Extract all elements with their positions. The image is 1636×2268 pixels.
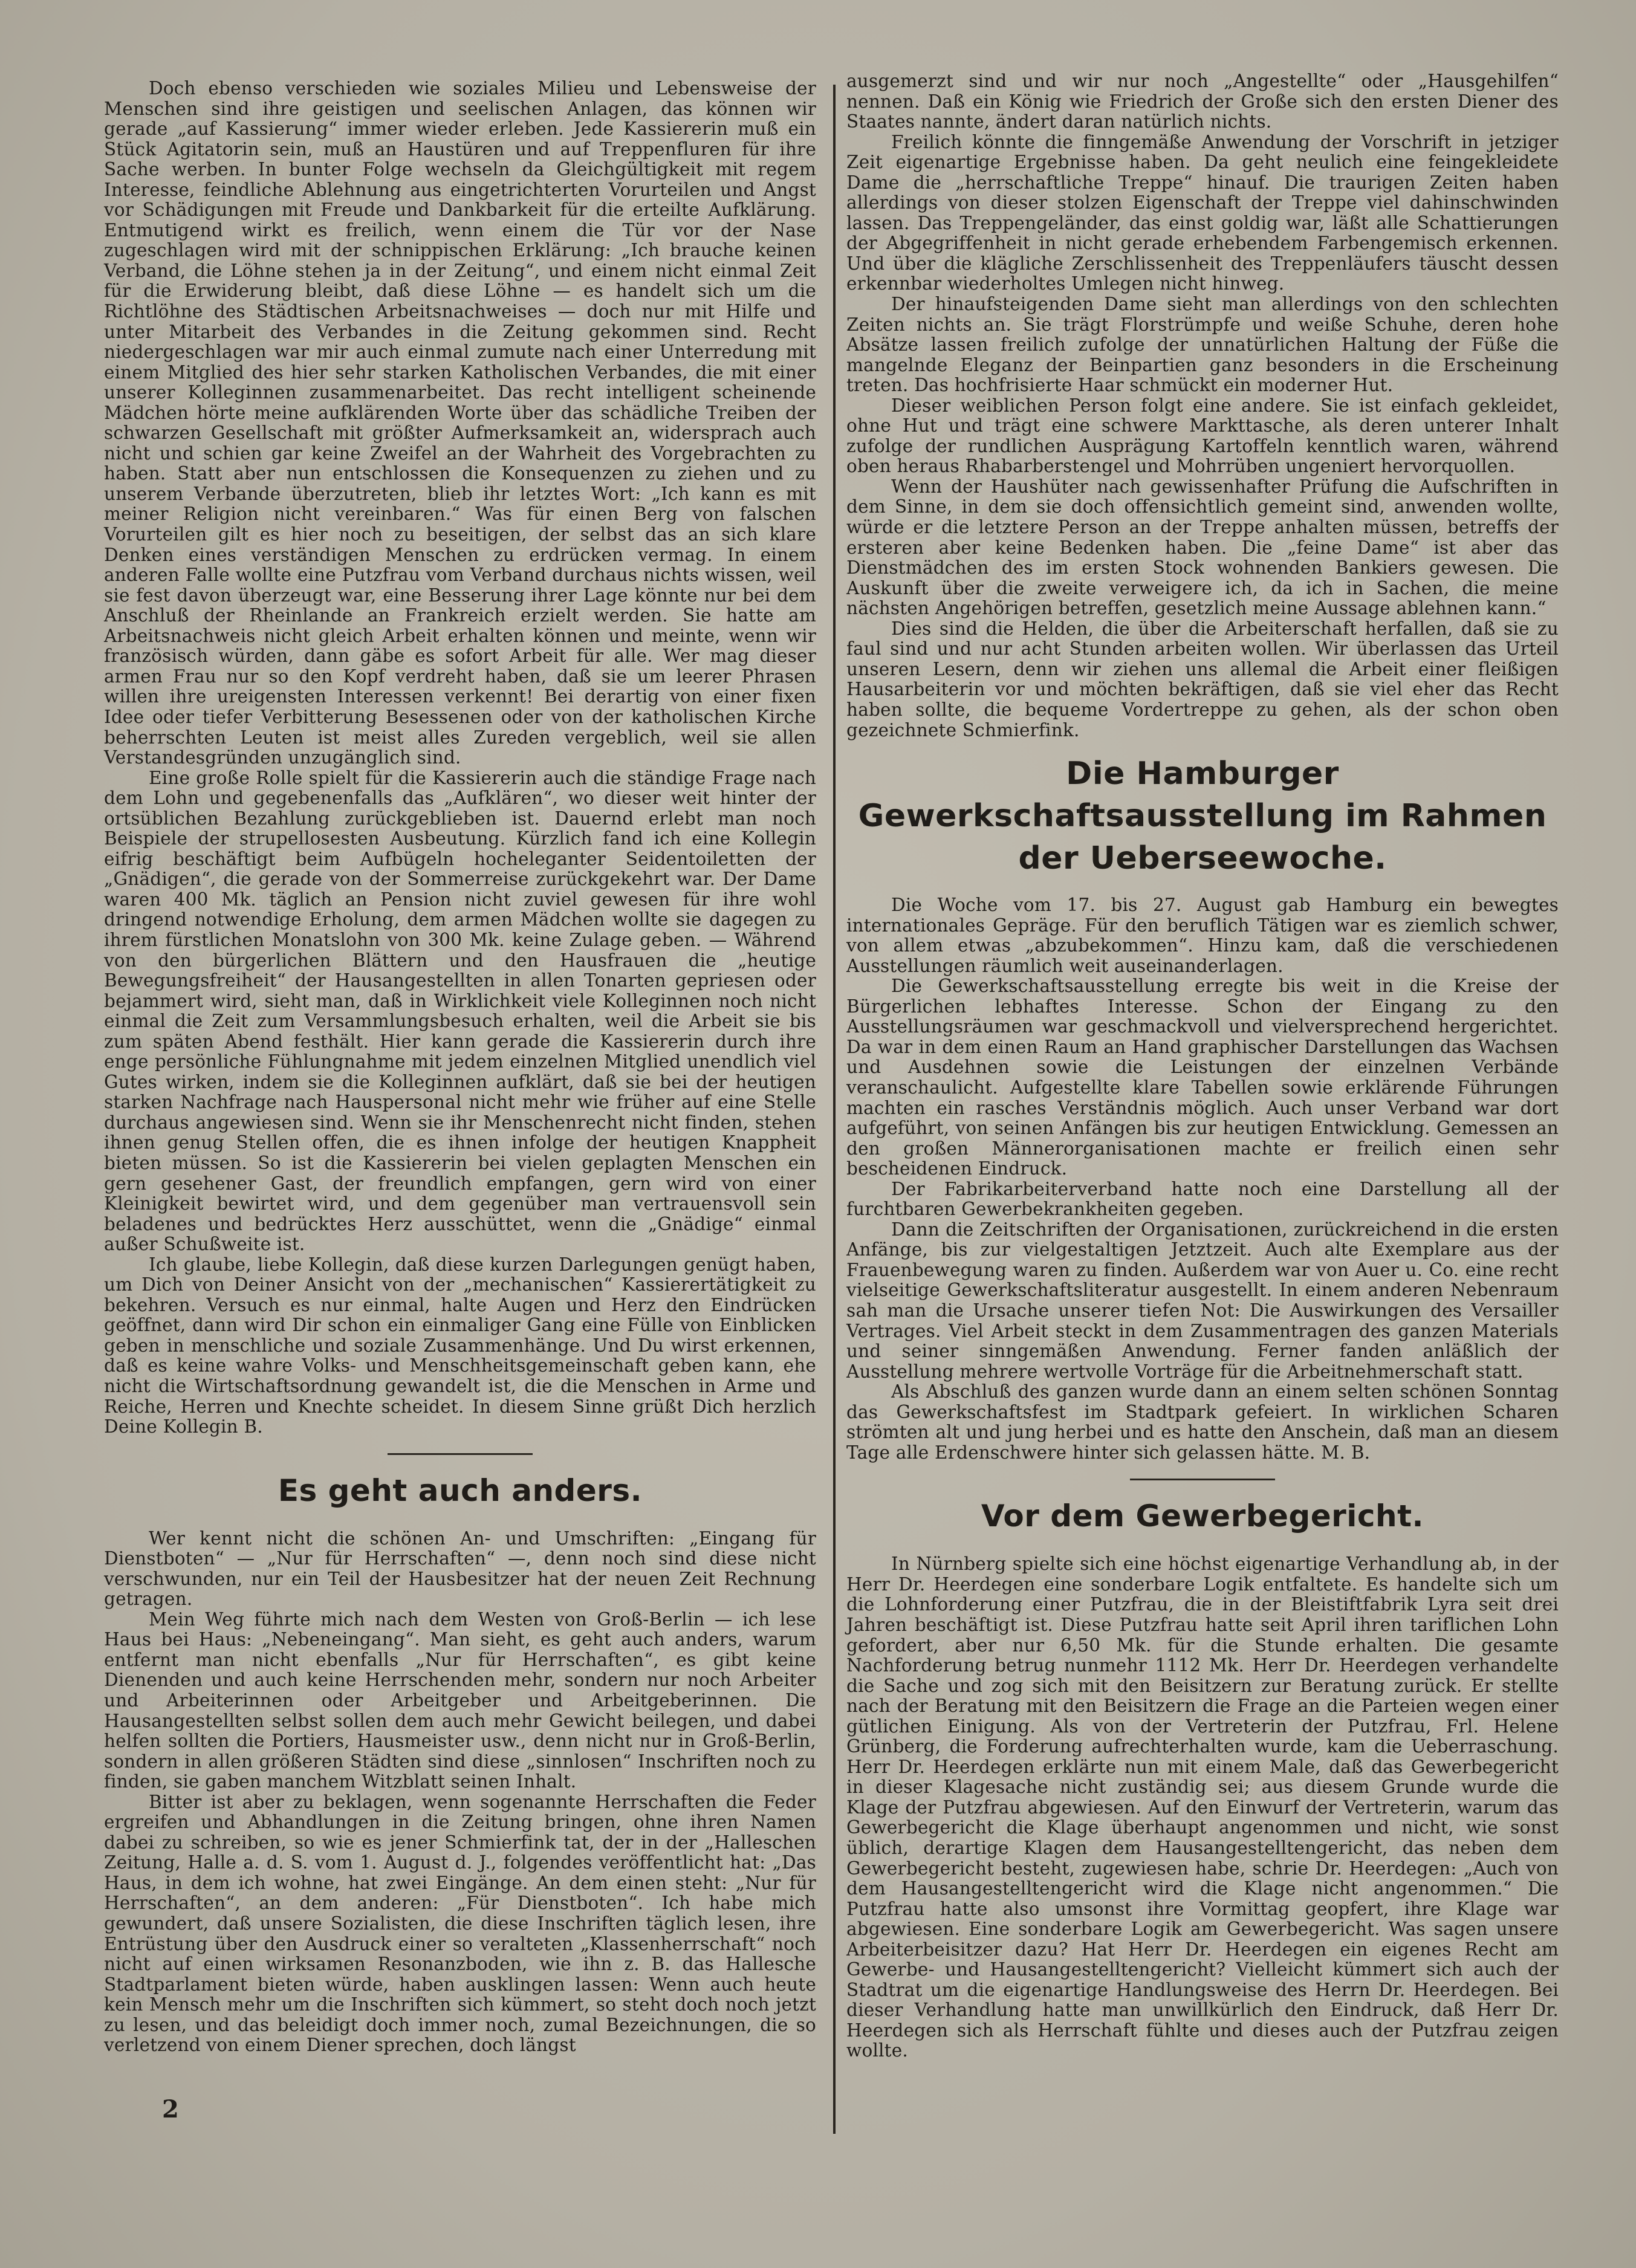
- section-separator: [1130, 1479, 1275, 1480]
- right-column: [846, 71, 1559, 2061]
- left-column: [104, 79, 816, 2056]
- article-paragraph: Mein Weg führte mich nach dem Westen von Groß-Berlin — ich lese Haus bei Haus: „Nebeneingang“. Man sieht, es geht auch anders, warum entfernt man nicht ebenfalls „Nur für Herrschaften“, es gibt keine Dienenden und auch keine Herrschenden mehr, sondern nur noch Arbeiter und Arbeiterinnen oder Arbeitgeber und Arbeitgeberinnen. Die Hausangestellten selbst sollen dem auch mehr Gewicht beilegen, und dabei helfen sollten die Portiers, Hausmeister usw., denn nicht nur in Groß-Berlin, sondern in allen größeren Städten sind diese „sinnlosen“ Inschriften noch zu finden, sie gaben manchem Witzblatt seinen Inhalt.: [104, 1609, 816, 1792]
- article-paragraph: Ich glaube, liebe Kollegin, daß diese kurzen Darlegungen genügt haben, um Dich von Deiner Ansicht von der „mechanischen“ Kassierertätigkeit zu bekehren. Versuch es nur einmal, halte Augen und Herz den Eindrücken geöffnet, dann wird Dir schon ein einmaliger Gang eine Fülle von Einblicken geben in menschliche und soziale Zusammenhänge. Und Du wirst erkennen, daß es keine wahre Volks- und Menschheitsgemeinschaft geben kann, ehe nicht die Wirtschaftsordnung gewandelt ist, die die Menschen in Arme und Reiche, Herren und Knechte scheidet. In diesem Sinne grüßt Dich herzlich Deine Kollegin B.: [104, 1254, 816, 1437]
- article-paragraph: Die Gewerkschaftsausstellung erregte bis weit in die Kreise der Bürgerlichen lebhaftes Interesse. Schon der Eingang zu den Ausstellungsräumen war geschmackvoll und vielversprechend hergerichtet. Da war in dem einen Raum an Hand graphischer Darstellungen das Wachsen und Ausdehnen sowie die Leistungen der einzelnen Verbände veranschaulicht. Aufgestellte klare Tabellen sowie erklärende Führungen machten ein rasches Verständnis möglich. Auch unser Verband war dort aufgeführt, von seinen Anfängen bis zur heutigen Entwicklung. Gemessen an den großen Männerorganisationen machte er freilich einen sehr bescheidenen Eindruck.: [846, 976, 1559, 1179]
- article-heading: Es geht auch anders.: [278, 1473, 643, 1508]
- article-paragraph: Eine große Rolle spielt für die Kassiererin auch die ständige Frage nach dem Lohn und gegebenenfalls das „Aufklären“, wo dieser weit hinter der ortsüblichen Bezahlung zurückgeblieben ist. Dauernd erlebt man noch Beispiele der strupellosesten Ausbeutung. Kürzlich fand ich eine Kollegin eifrig beschäftigt beim Aufbügeln hocheleganter Seidentoiletten der „Gnädigen“, die gerade von der Sommerreise zurückgekehrt war. Der Dame waren 400 Mk. täglich an Pension nicht zuviel gewesen für ihre wohl dringend notwendige Erholung, dem armen Mädchen wollte sie dagegen zu ihrem fürstlichen Monatslohn von 300 Mk. keine Zulage geben. — Während von den bürgerlichen Blättern und den Hausfrauen die „heutige Bewegungsfreiheit“ der Hausangestellten in allen Tonarten gepriesen oder bejammert wird, sieht man, daß in Wirklichkeit viele Kolleginnen noch nicht einmal die Zeit zum Versammlungsbesuch erhalten, weil die Arbeit sie bis zum späten Abend festhält. Hier kann gerade die Kassiererin durch ihre enge persönliche Fühlungnahme mit jedem einzelnen Mitglied unendlich viel Gutes wirken, indem sie die Kolleginnen aufklärt, daß sie bei der heutigen starken Nachfrage nach Hauspersonal nicht mehr wie früher auf eine Stelle durchaus angewiesen sind. Wenn sie ihr Menschenrecht nicht finden, stehen ihnen genug Stellen offen, die es ihnen infolge der heutigen Knappheit bieten müssen. So ist die Kassiererin bei vielen geplagten Menschen ein gern gesehener Gast, der freundlich empfangen, gern wird von einer Kleinigkeit bewirtet wird, und dem gegenüber man vertrauensvoll sein beladenes und bedrücktes Herz ausschüttet, wenn die „Gnädige“ einmal außer Schußweite ist.: [104, 767, 816, 1255]
- article-paragraph: Doch ebenso verschieden wie soziales Milieu und Lebensweise der Menschen sind ihre geistigen und seelischen Anlagen, das können wir gerade „auf Kassierung“ immer wieder erleben. Jede Kassiererin muß ein Stück Agitatorin sein, muß an Haustüren und auf Treppenfluren für ihre Sache werben. In bunter Folge wechseln da Gleichgültigkeit mit regem Interesse, feindliche Ablehnung aus eingetrichterten Vorurteilen und Angst vor Schädigungen mit Freude und Dankbarkeit für die erteilte Aufklärung. Entmutigend wirkt es freilich, wenn einem die Tür vor der Nase zugeschlagen wird mit der schnippischen Erklärung: „Ich brauche keinen Verband, die Löhne stehen ja in der Zeitung“, und einem nicht einmal Zeit für die Erwiderung bleibt, daß diese Löhne — es handelt sich um die Richtlöhne des Städtischen Arbeitsnachweises — doch nur mit Hilfe und unter Mitarbeit des Verbandes in die Zeitung gekommen sind. Recht niedergeschlagen war mir auch einmal zumute nach einer Unterredung mit einem Mitglied des hier sehr starken Katholischen Verbandes, die mit einer unserer Kolleginnen zusammenarbeitet. Das recht intelligent scheinende Mädchen hörte meine aufklärenden Worte über das schädliche Treiben der schwarzen Gesellschaft mit größter Aufmerksamkeit an, widersprach auch nicht und schien gar keine Zweifel an der Wahrheit des Vorgebrachten zu haben. Statt aber nun entschlossen die Konsequenzen zu ziehen und zu unserem Verbande überzutreten, blieb ihr letztes Wort: „Ich kann es mit meiner Religion nicht vereinbaren.“ Was für einen Berg von falschen Vorurteilen gilt es hier noch zu beseitigen, der selbst das an sich klare Denken eines verständigen Menschen zu erdrücken vermag. In einem anderen Falle wollte eine Putzfrau vom Verband durchaus nichts wissen, weil sie fest davon überzeugt war, eine Besserung ihrer Lage könnte nur bei dem Anschluß der Rheinlande an Frankreich erzielt werden. Sie hatte am Arbeitsnachweis nicht gleich Arbeit erhalten können und meinte, wenn wir französisch würden, dann gäbe es sofort Arbeit für alle. Wer mag dieser armen Frau nur so den Kopf verdreht haben, daß sie um leerer Phrasen willen ihre ureigensten Interessen verkennt! Bei derartig von einer fixen Idee oder tiefer Verbitterung Besessenen oder von der katholischen Kirche beherrschten Leuten ist meist alles Zureden vergeblich, weil sie allen Verstandesgründen unzugänglich sind.: [104, 78, 816, 768]
- article-paragraph: In Nürnberg spielte sich eine höchst eigenartige Verhandlung ab, in der Herr Dr. Heerdegen eine sonderbare Logik entfaltete. Es handelte sich um die Lohnforderung einer Putzfrau, die in der Bleistiftfabrik Lyra seit drei Jahren beschäftigt ist. Diese Putzfrau hatte seit April ihren tariflichen Lohn gefordert, aber nur 6,50 Mk. für die Stunde erhalten. Die gesamte Nachforderung betrug nunmehr 1112 Mk. Herr Dr. Heerdegen verhandelte die Sache und zog sich mit den Beisitzern zur Beratung zurück. Er stellte nach der Beratung mit den Beisitzern die Frage an die Parteien wegen einer gütlichen Einigung. Als von der Vertreterin der Putzfrau, Frl. Helene Grünberg, die Forderung aufrechterhalten wurde, kam die Ueberraschung. Herr Dr. Heerdegen erklärte nun mit einem Male, daß das Gewerbegericht in dieser Klagesache nicht zuständig sei; aus diesem Grunde wurde die Klage der Putzfrau abgewiesen. Auf den Einwurf der Vertreterin, warum das Gewerbegericht die Klage überhaupt angenommen und nicht, wie sonst üblich, derartige Klagen dem Hausangestelltengericht, das neben dem Gewerbegericht besteht, zugewiesen habe, schrie Dr. Heerdegen: „Auch von dem Hausangestelltengericht wird die Klage nicht angenommen.“ Die Putzfrau hatte also umsonst ihre Vormittag geopfert, ihre Klage war abgewiesen. Eine sonderbare Logik am Gewerbegericht. Was sagen unsere Arbeiterbeisitzer dazu? Hat Herr Dr. Heerdegen ein eigenes Recht am Gewerbe- und Hausangestelltengericht? Vielleicht kümmert sich auch der Stadtrat um die eigenartige Handlungsweise des Herrn Dr. Heerdegen. Bei dieser Verhandlung hatte man unwillkürlich den Eindruck, daß Herr Dr. Heerdegen sich als Herrschaft fühlte und dieses auch der Putzfrau zeigen wollte.: [846, 1554, 1559, 2061]
- article-paragraph: Als Abschluß des ganzen wurde dann an einem selten schönen Sonntag das Gewerkschaftsfest im Stadtpark gefeiert. In wirklichen Scharen strömten alt und jung herbei und es hatte den Anschein, daß man an diesem Tage alle Erdenschwere hinter sich gelassen hätte. M. B.: [846, 1381, 1559, 1463]
- article-paragraph: Freilich könnte die finngemäße Anwendung der Vorschrift in jetziger Zeit eigenartige Ergebnisse haben. Da geht neulich eine feingekleidete Dame die „herrschaftliche Treppe“ hinauf. Die traurigen Zeiten haben allerdings von dieser stolzen Eigenschaft der Treppe viel dahinschwinden lassen. Das Treppengeländer, das einst goldig war, läßt alle Schattierungen der Abgegriffenheit in nicht gerade erhebendem Farbengemisch erkennen. Und über die klägliche Zerschlissenheit des Treppenläufers täuscht dessen erkennbar wiederholtes Umlegen nicht hinweg.: [846, 131, 1559, 294]
- article-paragraph: Der hinaufsteigenden Dame sieht man allerdings von den schlechten Zeiten nichts an. Sie trägt Florstrümpfe und weiße Schuhe, deren hohe Absätze lassen freilich zufolge der unnatürlichen Haltung der Füße die mangelnde Eleganz der Beinpartien ganz besonders in die Erscheinung treten. Das hochfrisierte Haar schmückt ein moderner Hut.: [846, 294, 1559, 396]
- article-paragraph: Der Fabrikarbeiterverband hatte noch eine Darstellung all der furchtbaren Gewerbekrankheiten gegeben.: [846, 1178, 1559, 1220]
- article-paragraph: Dies sind die Helden, die über die Arbeiterschaft herfallen, daß sie zu faul sind und nur acht Stunden arbeiten wollen. Wir überlassen das Urteil unseren Lesern, denn wir ziehen uns allemal die Arbeit einer fleißigen Hausarbeiterin vor und möchten bekräftigen, daß sie viel eher das Recht haben sollte, die bequeme Vordertreppe zu gehen, als der schon oben gezeichnete Schmierfink.: [846, 618, 1559, 740]
- page-number: 2: [162, 2095, 179, 2124]
- article-paragraph: Wenn der Haushüter nach gewissenhafter Prüfung die Aufschriften in dem Sinne, in dem sie doch offensichtlich gemeint sind, anwenden wollte, würde er die letztere Person an der Treppe anhalten müssen, betreffs der ersteren aber keine Bedenken haben. Die „feine Dame“ ist aber das Dienstmädchen des im ersten Stock wohnenden Bankiers gewesen. Die Auskunft über die zweite verweigere ich, da ich in Sachen, die meine nächsten Angehörigen betreffen, gesetzlich meine Aussage ablehnen kann.“: [846, 476, 1559, 619]
- article-heading: Die Hamburger Gewerkschaftsausstellung im Rahmen der Ueberseewoche.: [858, 756, 1547, 877]
- article-paragraph: Wer kennt nicht die schönen An- und Umschriften: „Eingang für Dienstboten“ — „Nur für Herrschaften“ —, denn noch sind diese nicht verschwunden, nur ein Teil der Hausbesitzer hat der neuen Zeit Rechnung getragen.: [104, 1528, 816, 1610]
- section-separator: [388, 1453, 533, 1455]
- article-paragraph: Dieser weiblichen Person folgt eine andere. Sie ist einfach gekleidet, ohne Hut und trägt eine schwere Markttasche, als deren unterer Inhalt zufolge der rundlichen Ausprägung Kartoffeln kenntlich waren, während oben heraus Rhabarberstengel und Mohrrüben ungeniert hervorquollen.: [846, 395, 1559, 477]
- article-paragraph: ausgemerzt sind und wir nur noch „Angestellte“ oder „Hausgehilfen“ nennen. Daß ein König wie Friedrich der Große sich den ersten Diener des Staates nannte, ändert daran natürlich nichts.: [846, 71, 1559, 132]
- article-heading: Vor dem Gewerbegericht.: [981, 1498, 1424, 1534]
- article-paragraph: Bitter ist aber zu beklagen, wenn sogenannte Herrschaften die Feder ergreifen und Abhandlungen in die Zeitung bringen, ohne ihren Namen dabei zu schreiben, so wie es jener Schmierfink tat, der in der „Halleschen Zeitung, Halle a. d. S. vom 1. August d. J., folgendes veröffentlicht hat: „Das Haus, in dem ich wohne, hat zwei Eingänge. An dem einen steht: „Nur für Herrschaften“, an dem anderen: „Für Dienstboten“. Ich habe mich gewundert, daß unsere Sozialisten, die diese Inschriften täglich lesen, ihre Entrüstung über den Ausdruck einer so veralteten „Klassenherrschaft“ noch nicht auf einen wirksamen Resonanzboden, wie ihn z. B. das Hallesche Stadtparlament bieten würde, haben ausklingen lassen: Wenn auch heute kein Mensch mehr um die Inschriften sich kümmert, so steht doch noch jetzt zu lesen, und das beleidigt doch immer noch, zumal Bezeichnungen, die so verletzend von einem Diener sprechen, doch längst: [104, 1791, 816, 2056]
- article-paragraph: Dann die Zeitschriften der Organisationen, zurückreichend in die ersten Anfänge, bis zur vielgestaltigen Jetztzeit. Auch alte Exemplare aus der Frauenbewegung waren zu finden. Außerdem war von Auer u. Co. eine recht vielseitige Gewerkschaftsliteratur ausgestellt. In einem anderen Nebenraum sah man die Ursache unserer tiefen Not: Die Auswirkungen des Versailler Vertrages. Viel Arbeit steckt in dem Zusammentragen des ganzen Materials und seiner sinngemäßen Anwendung. Ferner fanden anläßlich der Ausstellung mehrere wertvolle Vorträge für die Arbeitnehmerschaft statt.: [846, 1219, 1559, 1382]
- column-divider: [833, 85, 836, 2134]
- article-paragraph: Die Woche vom 17. bis 27. August gab Hamburg ein bewegtes internationales Gepräge. Für den beruflich Tätigen war es ziemlich schwer, von allem etwas „abzubekommen“. Hinzu kam, daß die verschiedenen Ausstellungen räumlich weit auseinanderlagen.: [846, 895, 1559, 976]
